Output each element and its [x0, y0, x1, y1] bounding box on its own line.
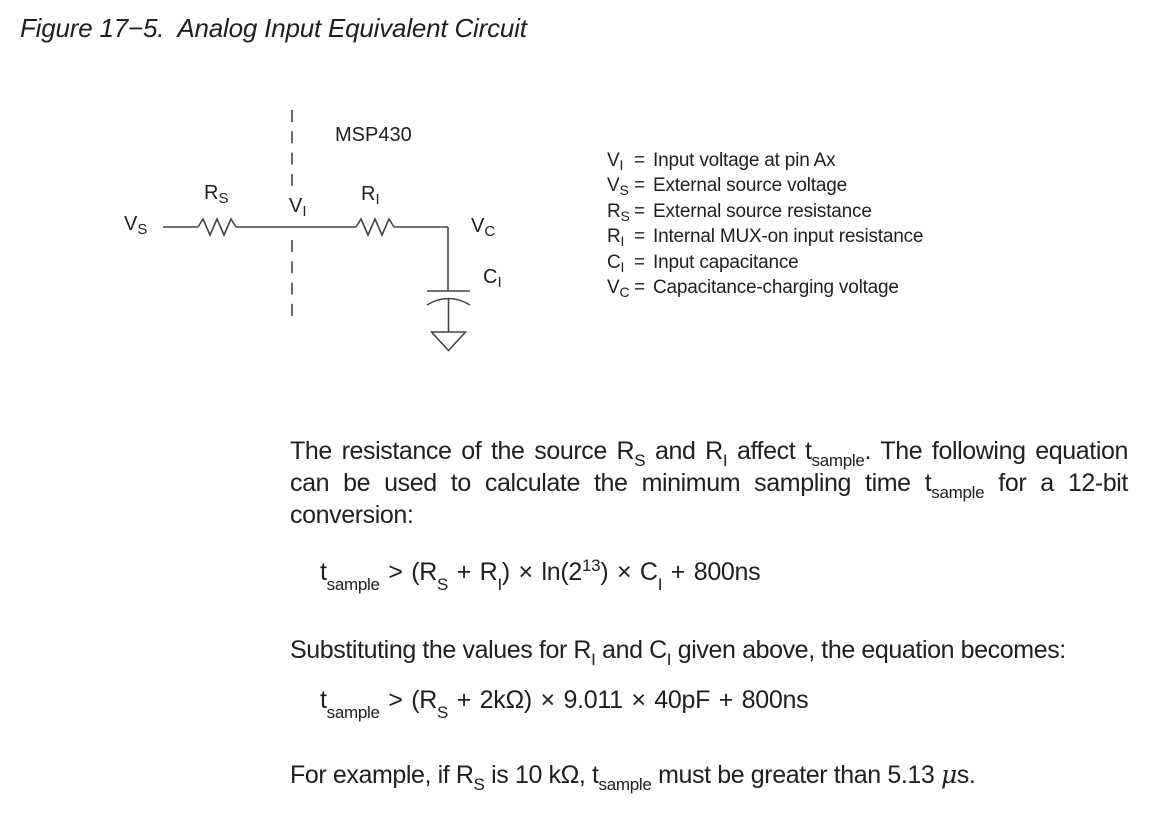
equation-tsample-general: $t_{sample} > (R_S + R_I) \times \ln(2^{13}) \times C_I + 800ns$ — [320, 556, 761, 594]
paragraph-line: can be used to calculate the minimum sampling time $t_{sample}$ for a 12-bit — [290, 469, 1128, 502]
legend-row-vs — [607, 175, 923, 200]
figure-title: Figure 17−5. Analog Input Equivalent Circuit — [20, 13, 527, 43]
legend-row-rs — [607, 201, 923, 226]
legend-symbol: $R_S$ — [607, 200, 630, 224]
legend-symbol: $V_C$ — [607, 276, 630, 300]
equals-sign: = — [634, 175, 645, 197]
legend-symbol: $V_S$ — [607, 175, 629, 199]
legend-desc: Capacitance-charging voltage — [653, 276, 899, 298]
equals-sign: = — [634, 251, 645, 273]
legend — [607, 150, 923, 302]
legend-row-vc — [607, 277, 923, 302]
vi-label: $V_I$ — [286, 196, 310, 216]
equals-sign: = — [634, 150, 645, 171]
legend-desc: Internal MUX-on input resistance — [653, 226, 924, 248]
equals-sign: = — [634, 226, 645, 248]
equals-sign: = — [634, 200, 645, 222]
legend-desc: External source voltage — [653, 175, 847, 197]
paragraph-sampling-time — [290, 435, 1128, 531]
ri-label: $R_I$ — [361, 183, 380, 208]
equation-tsample-substituted: $t_{sample} > (R_S + 2k\Omega) \times 9.011 \times 40pF + 800ns$ — [320, 686, 809, 722]
legend-symbol: $R_I$ — [607, 226, 625, 250]
vc-label: $V_C$ — [471, 215, 496, 240]
paragraph-example: For example, if $R_S$ is 10 kΩ, $t_{sample}$ must be greater than 5.13 μs. — [290, 760, 976, 794]
analog-input-equivalent-circuit-diagram — [0, 0, 560, 370]
rs-label: $R_S$ — [204, 182, 229, 207]
legend-symbol: $C_I$ — [607, 251, 625, 275]
legend-row-ci — [607, 252, 923, 277]
resistor-rs-icon — [198, 219, 236, 235]
legend-desc: External source resistance — [653, 200, 872, 222]
msp430-chip-label: MSP430 — [335, 124, 412, 146]
paragraph-line: The resistance of the source $R_S$ and $R_I$ affect $t_{sample}$. The following equation — [290, 437, 1128, 470]
equals-sign: = — [634, 276, 645, 298]
paragraph-substituting: Substituting the values for $R_I$ and $C_I$ given above, the equation becomes: — [290, 636, 1066, 669]
mu-symbol: μ — [940, 760, 957, 789]
paragraph-line: conversion: — [290, 501, 414, 529]
legend-desc: Input voltage at pin Ax — [653, 150, 836, 171]
legend-row-vi — [607, 150, 923, 175]
vs-label: $V_S$ — [124, 213, 148, 238]
resistor-ri-icon — [356, 219, 394, 235]
legend-row-ri — [607, 226, 923, 251]
legend-desc: Input capacitance — [653, 251, 799, 273]
ci-label: $C_I$ — [483, 266, 502, 291]
wire — [163, 227, 449, 332]
ground-icon — [432, 332, 466, 351]
legend-symbol: $V_I$ — [607, 150, 624, 173]
